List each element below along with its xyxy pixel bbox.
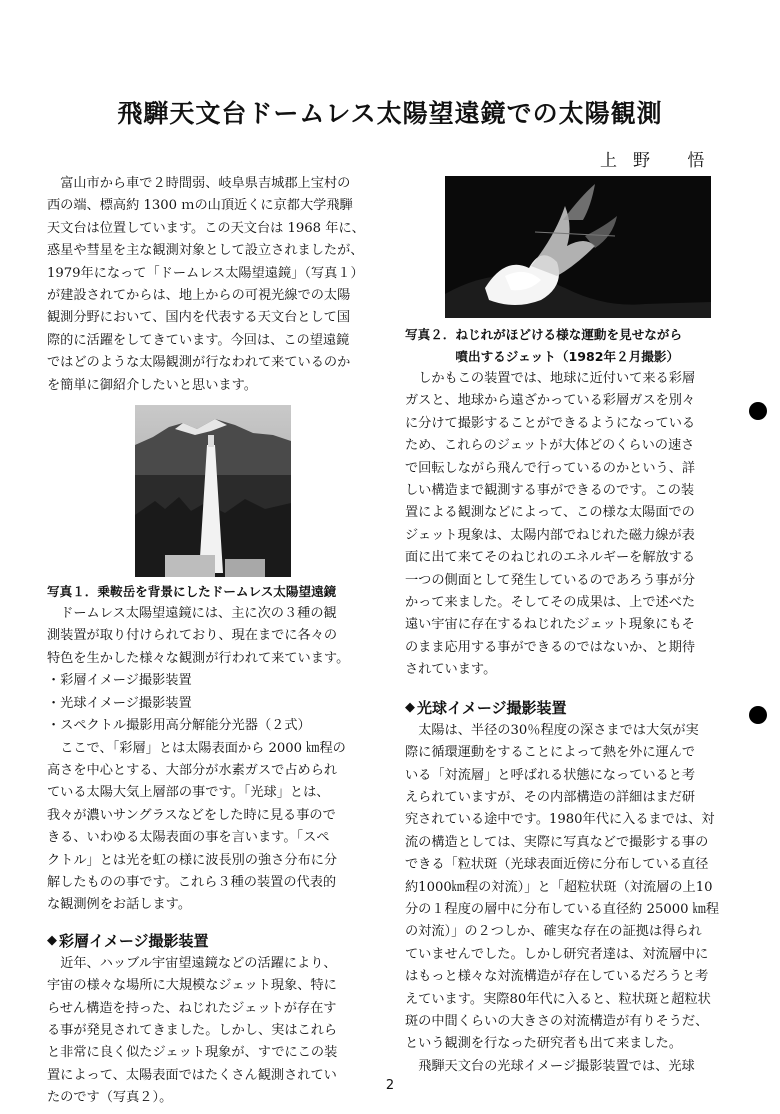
photo2-caption: 写真２．ねじれがほどける様な運動を見せながら 噴出するジェット（1982年２月撮影） <box>405 327 683 364</box>
binder-hole <box>749 706 767 724</box>
chromosphere-paragraph: 近年、ハッブル宇宙望遠鏡などの活躍により、 宇宙の様々な場所に大規模なジェット現象、特に らせん構造を持った、ねじれたジェットが存在す る事が発見されてきました。しかし、実はこれら と非常に良く似たジェット現象が、すでにこの装 置によって、太陽表面ではたくさん観測されてい たのです（写真２）。 <box>47 955 338 1106</box>
photo-telescope-mountain <box>135 405 291 577</box>
terms-paragraph: ここで、「彩層」とは太陽表面から 2000 ㎞程の 高さを中心とする、大部分が水素ガスで占められ ている太陽大気上層部の事です。「光球」とは、 我々が濃いサングラスなどをした時に見る事ので きる、いわゆる太陽表面の事を言います。「スペ クトル」とは光を虹の様に波長別の強さ分布に分 解したものの事です。これら３種の装置の代表的 な観測例をお話します。 <box>47 740 346 913</box>
left-column <box>47 173 372 1110</box>
photo1-caption: 写真１．乗鞍岳を背景にしたドームレス太陽望遠鏡 <box>47 584 337 600</box>
page-number: 2 <box>385 1078 395 1093</box>
jet-paragraph: しかもこの装置では、地球に近付いて来る彩層 ガスと、地球から遠ざかっている彩層ガスを別々 に分けて撮影することができるようになっている ため、これらのジェットが大体どのくらいの速さ で回転しながら飛んで行っているのかという、詳 しい構造まで観測する事ができるのです。この装 置による観測などによって、この様な太陽面での ジェット現象は、太陽内部でねじれた磁力線が表 面に出て来てそのねじれのエネルギーを解放する 一つの側面として発生しているのであろう事が分 かって来ました。そしてその成果は、上で述べた 遠い宇宙に存在するねじれたジェット現象にもそ のまま応用する事ができるのではないか、と期待 されています。 <box>405 371 696 678</box>
heading-text: 彩層イメージ撮影装置 <box>59 931 209 950</box>
equipment-intro: ドームレス太陽望遠鏡には、主に次の３種の観 測装置が取り付けられており、現在までに各々の 特色を生かした様々な観測が行われて来ています。 <box>47 606 350 666</box>
list-item: ・光球イメージ撮影装置 <box>47 695 192 711</box>
diamond-icon: ◆ <box>47 932 57 948</box>
photosphere-paragraph: 太陽は、半径の30％程度の深さまでは大気が実 際に循環運動をすることによって熱を外に運んで いる「対流層」と呼ばれる状態になっていると考 えられていますが、その内部構造の詳細はまだ研 究されている途中です。1980年代に入るまでは、対 流の構造としては、実際に写真などで撮影する事の できる「粒状斑（光球表面近傍に分布している直径 約1000㎞程の対流）」と「超粒状斑（対流層の上10 分の１程度の層中に分布している直径約 25000 ㎞程 の対流）」の２つしか、確実な存在の証拠は得られ ていませんでした。しかし研究者達は、対流層中に はもっと様々な対流構造が存在しているだろうと考 えています。実際80年代に入ると、粒状斑と超粒状 斑の中間くらいの大きさの対流構造が有りそうだ、 という観測を行なった研究者も出て来ました。 <box>405 722 720 1052</box>
right-column <box>405 8 735 1078</box>
photosphere-paragraph-2: 飛騨天文台の光球イメージ撮影装置では、光球 <box>418 1058 695 1074</box>
diamond-icon: ◆ <box>405 699 415 715</box>
list-item: ・スペクトル撮影用高分解能分光器（２式） <box>47 718 311 734</box>
section-heading-photosphere <box>405 696 735 720</box>
article-title: 飛騨天文台ドームレス太陽望遠鏡での太陽観測 <box>117 99 663 128</box>
intro-paragraph: 富山市から車で２時間弱、岐阜県吉城郡上宝村の 西の端、標高約 1300 ｍの山頂近くに京都大学飛騨 天文台は位置しています。この天文台は 1968 年に、 惑星や彗星を主な観測対象として設立されましたが、 1979年になって「ドームレス太陽望遠鏡」（写真１） が建設されてからは、地上からの可視光線での太陽 観測分野において、国内を代表する天文台として国 際的に活躍をしてきています。今回は、この望遠鏡 ではどのような太陽観測が行なわれて来ているのか を簡単に御紹介したいと思います。 <box>47 176 365 393</box>
section-heading-chromosphere <box>47 929 372 953</box>
equipment-list <box>47 670 372 737</box>
photo-solar-jet <box>445 176 711 318</box>
list-item: ・彩層イメージ撮影装置 <box>47 673 192 689</box>
author-name: 上野 悟 <box>600 151 721 171</box>
heading-text: 光球イメージ撮影装置 <box>417 698 567 717</box>
binder-hole <box>749 402 767 420</box>
